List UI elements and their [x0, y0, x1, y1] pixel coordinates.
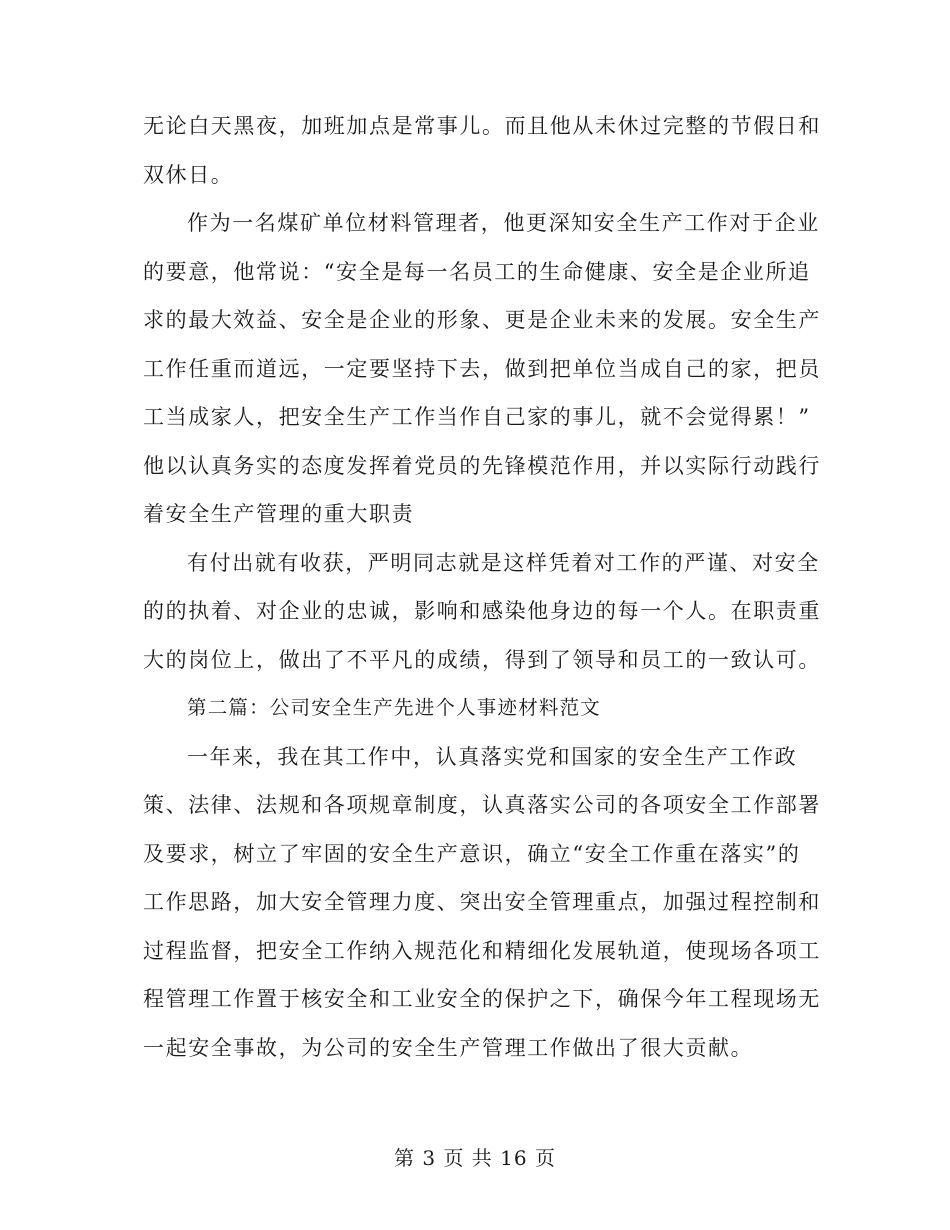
text-line: 策、法律、法规和各项规章制度，认真落实公司的各项安全工作部署 — [143, 793, 821, 817]
text-line: 过程监督，把安全工作纳入规范化和精细化发展轨道，使现场各项工 — [143, 938, 821, 963]
text-line: 工作思路，加大安全管理力度、突出安全管理重点，加强过程控制和 — [143, 890, 821, 914]
document-body — [143, 102, 821, 1072]
text-line: 的的执着、对企业的忠诚，影响和感染他身边的每一个人。在职责重 — [143, 599, 821, 623]
text-line: 他以认真务实的态度发挥着党员的先锋模范作用，并以实际行动践行 — [143, 453, 821, 478]
text-line: 双休日。 — [143, 162, 234, 187]
paragraph-start-line: 作为一名煤矿单位材料管理者，他更深知安全生产工作对于企业 — [187, 211, 820, 235]
section-heading: 第二篇：公司安全生产先进个人事迹材料范文 — [187, 696, 602, 719]
text-line: 一起安全事故，为公司的安全生产管理工作做出了很大贡献。 — [143, 1035, 754, 1060]
text-line: 及要求，树立了牢固的安全生产意识，确立“安全工作重在落实”的 — [143, 841, 801, 866]
text-line: 工当成家人，把安全生产工作当作自己家的事儿，就不会觉得累！” — [143, 405, 811, 429]
text-line: 求的最大效益、安全是企业的形象、更是企业未来的发展。安全生产 — [143, 308, 821, 332]
text-line: 大的岗位上，做出了不平凡的成绩，得到了领导和员工的一致认可。 — [143, 647, 821, 672]
text-line: 的要意，他常说：“安全是每一名员工的生命健康、安全是企业所追 — [143, 259, 811, 284]
text-line: 工作任重而道远，一定要坚持下去，做到把单位当成自己的家，把员 — [143, 356, 821, 381]
text-line: 程管理工作置于核安全和工业安全的保护之下，确保今年工程现场无 — [143, 987, 821, 1011]
paragraph-start-line: 一年来，我在其工作中，认真落实党和国家的安全生产工作政 — [187, 744, 798, 769]
text-line: 无论白天黑夜，加班加点是常事儿。而且他从未休过完整的节假日和 — [143, 114, 821, 138]
text-line: 着安全生产管理的重大职责 — [143, 502, 415, 526]
paragraph-start-line: 有付出就有收获，严明同志就是这样凭着对工作的严谨、对安全 — [187, 550, 820, 575]
page-number-footer: 第 3 页 共 16 页 — [394, 1146, 556, 1170]
